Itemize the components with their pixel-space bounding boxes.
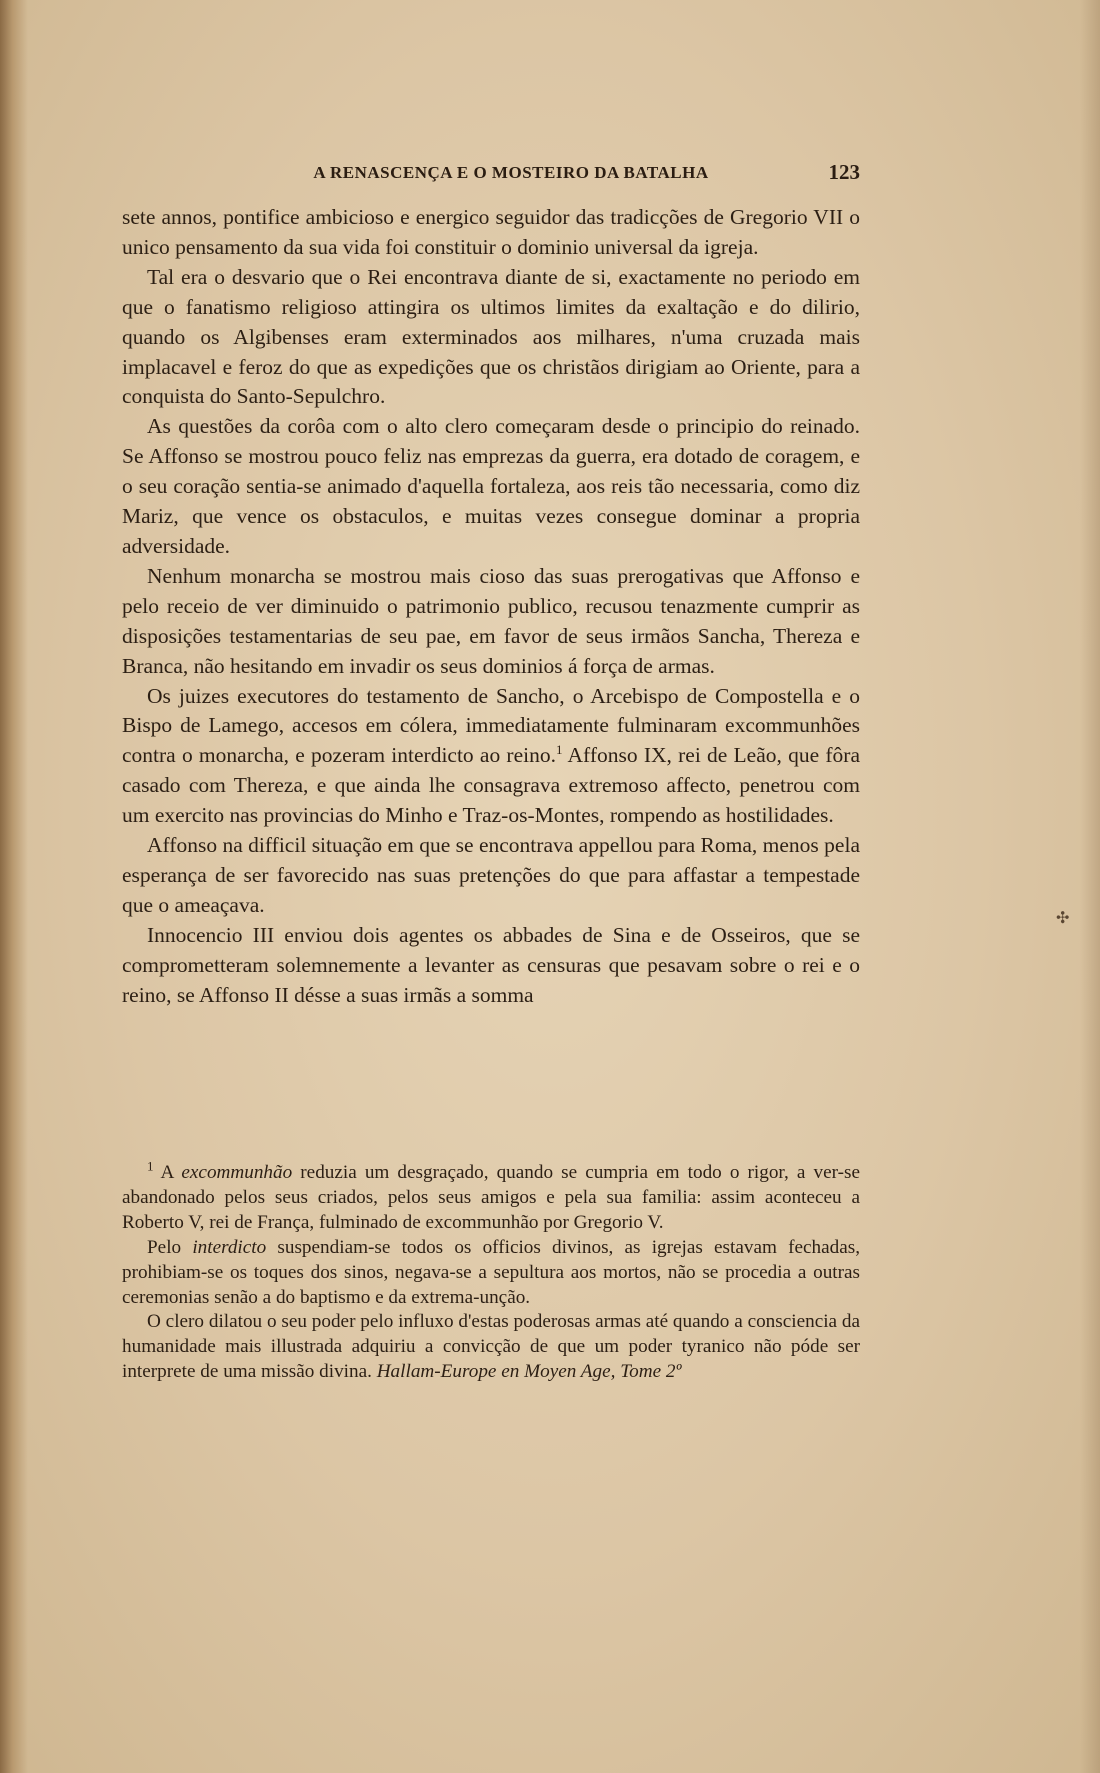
paragraph-1: sete annos, pontifice ambicioso e energico seguidor das tradicções de Gregorio VII o unico pensamento da sua vida foi constituir o dominio universal da igreja. (122, 205, 860, 259)
running-head (122, 160, 860, 189)
footnote-2-text-a: Pelo (147, 1236, 193, 1258)
footnote-reference[interactable]: 1 (555, 742, 563, 758)
main-text (122, 203, 860, 1010)
footnote-1-term: excommunhão (181, 1162, 293, 1183)
binding-shadow (0, 0, 28, 1773)
footnote-3 (122, 1310, 860, 1385)
footnotes (122, 1158, 860, 1385)
margin-ornament-icon: ✣ (1056, 910, 1070, 927)
page-edge-shadow (1080, 0, 1100, 1773)
footnote-1-text-b: reduzia um desgraçado, quando se cumpria em todo o rigor, a ver-se abandonado pelos seus criados, pelos seus amigos e pela sua familia: assim aconteceu a Roberto V, rei de França, fulminado de excommunhão por Gregorio V. (122, 1162, 860, 1233)
footnote-marker: 1 (147, 1158, 154, 1174)
footnote-3-text: O clero dilatou o seu poder pelo influxo d'estas poderosas armas até quando a consciencia da humanidade mais illustrada adquiriu a convicção de que um poder tyranico não póde ser interprete de uma missão divina. (122, 1311, 860, 1383)
footnote-2-term: interdicto (192, 1236, 267, 1258)
paragraph-4: Nenhum monarcha se mostrou mais cioso das suas prerogativas que Affonso e pelo receio de ver diminuido o patrimonio publico, recusou tenazmente cumprir as disposições testamentarias de seu pae, em favor de seus irmãos Sancha, Thereza e Branca, não hesitando em invadir os seus dominios á força de armas. (122, 563, 860, 678)
footnote-2-text-b: suspendiam-se todos os officios divinos, as igrejas estavam fechadas, prohibiam-se os toques dos sinos, negava-se a sepultura aos mortos, não se procedia a outras ceremonias senão a do baptismo e da extrema-unção. (122, 1236, 860, 1308)
paragraph-5-text-b: Affonso IX, rei de Leão, que fôra casado com Thereza, e que ainda lhe consagrava extremoso affecto, penetrou com um exercito nas provincias do Minho e Traz-os-Montes, rompendo as hostilidades. (122, 743, 860, 828)
footnote-2 (122, 1236, 860, 1311)
footnote-3-citation: Hallam-Europe en Moyen Age, Tome 2º (376, 1361, 682, 1383)
paragraph-6: Affonso na difficil situação em que se encontrava appellou para Roma, menos pela esperança de ser favorecido nas suas pretenções do que para affastar a tempestade que o ameaçava. (122, 833, 860, 917)
footnote-1-text-a: A (153, 1162, 182, 1183)
paragraph-5-text-a: Os juizes executores do testamento de Sancho, o Arcebispo de Compostella e o Bispo de Lamego, accesos em cólera, immediatamente fulminaram excommunhões contra o monarcha, e pozeram interdicto ao reino. (122, 683, 860, 768)
paragraph-3: As questões da corôa com o alto clero começaram desde o principio do reinado. Se Affonso se mostrou pouco feliz nas emprezas da guerra, era dotado de coragem, e o seu coração sentia-se animado d'aquella fortaleza, aos reis tão necessaria, como diz Mariz, que vence os obstaculos, e muitas vezes consegue dominar a propria adversidade. (122, 414, 860, 558)
paragraph-7: Innocencio III enviou dois agentes os abbades de Sina e de Osseiros, que se comprometteram solemnemente a levanter as censuras que pesavam sobre o rei e o reino, se Affonso II désse a suas irmãs a somma (122, 922, 860, 1007)
running-title: A RENASCENÇA E O MOSTEIRO DA BATALHA (313, 163, 709, 182)
page-number: 123 (828, 160, 860, 184)
paragraph-5 (122, 682, 860, 832)
footnote-1 (122, 1158, 860, 1236)
paragraph-2: Tal era o desvario que o Rei encontrava diante de si, exactamente no periodo em que o fanatismo religioso attingira os ultimos limites da exaltação e do dilirio, quando os Algibenses eram exterminados aos milhares, n'uma cruzada mais implacavel e feroz do que as expedições que os christãos dirigiam ao Oriente, para a conquista do Santo-Sepulchro. (122, 264, 860, 409)
